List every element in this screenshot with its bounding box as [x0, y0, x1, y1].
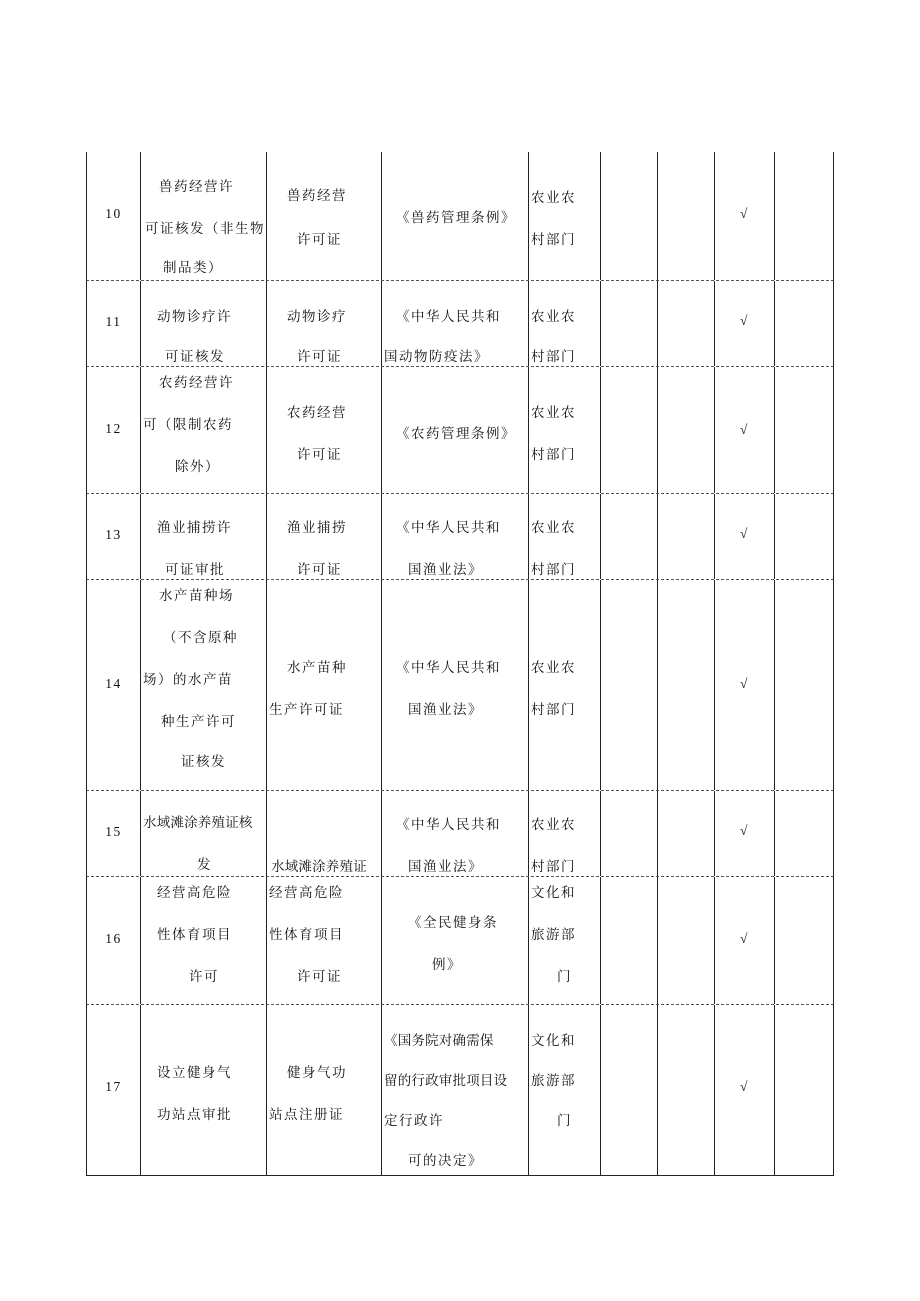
empty-cell [600, 791, 657, 876]
table-row [86, 1004, 834, 1176]
check-mark: √ [740, 1079, 749, 1094]
row-number: 17 [105, 1079, 122, 1094]
department-line: 农业农 [531, 817, 576, 833]
empty-cell [657, 791, 714, 876]
department-line: 农业农 [531, 309, 576, 325]
check-mark: √ [740, 422, 749, 437]
table-row [86, 280, 834, 366]
empty-cell [600, 152, 657, 280]
item-name-cell [140, 791, 266, 876]
item-name-cell [140, 367, 266, 493]
item-name-line: 制品类） [163, 260, 223, 276]
empty-cell [657, 367, 714, 493]
legal-basis-line: 国渔业法》 [408, 562, 483, 578]
certificate-line: 经营高危险 [269, 885, 344, 901]
certificate-line: 许可证 [297, 349, 342, 365]
legal-basis-line: 《全民健身条 [408, 915, 498, 931]
row-number-cell [87, 152, 140, 280]
row-number: 10 [105, 206, 122, 221]
department-cell [528, 580, 600, 790]
legal-basis-cell [381, 152, 528, 280]
row-number-cell [87, 877, 140, 1004]
empty-cell [774, 1005, 835, 1175]
empty-cell [600, 281, 657, 366]
item-name-cell [140, 580, 266, 790]
check-mark: √ [740, 206, 749, 221]
item-name-line: 可证核发 [165, 349, 225, 365]
empty-cell [657, 494, 714, 579]
department-line: 农业农 [531, 660, 576, 676]
certificate-cell [266, 152, 381, 280]
table-row [86, 790, 834, 876]
item-name-cell [140, 152, 266, 280]
empty-cell [600, 1005, 657, 1175]
item-name-cell [140, 494, 266, 579]
empty-cell [657, 877, 714, 1004]
item-name-line: 功站点审批 [157, 1107, 232, 1123]
table-row [86, 366, 834, 493]
empty-cell [657, 580, 714, 790]
certificate-cell [266, 580, 381, 790]
legal-basis-line: 《中华人民共和 [396, 817, 501, 833]
legal-basis-line: 《中华人民共和 [396, 660, 501, 676]
empty-cell [600, 580, 657, 790]
department-line: 村部门 [531, 232, 576, 248]
applicability-cell [714, 877, 774, 1004]
row-number-cell [87, 580, 140, 790]
empty-cell [657, 152, 714, 280]
item-name-line: 动物诊疗许 [157, 309, 232, 325]
item-name-cell [140, 281, 266, 366]
legal-basis-line: 国渔业法》 [408, 859, 483, 875]
item-name-line: 除外） [175, 459, 220, 475]
item-name-line: 证核发 [181, 754, 226, 770]
legal-basis-cell [381, 877, 528, 1004]
department-cell [528, 877, 600, 1004]
department-line: 门 [557, 1113, 572, 1129]
legal-basis-line: 例》 [432, 957, 462, 973]
empty-cell [774, 152, 835, 280]
legal-basis-line: 《中华人民共和 [396, 520, 501, 536]
row-number: 13 [105, 527, 122, 542]
applicability-cell [714, 152, 774, 280]
row-number: 11 [105, 314, 122, 329]
row-number-cell [87, 367, 140, 493]
applicability-cell [714, 1005, 774, 1175]
applicability-cell [714, 367, 774, 493]
certificate-cell [266, 367, 381, 493]
certificate-line: 水域滩涂养殖证 [271, 859, 367, 875]
department-line: 门 [557, 969, 572, 985]
certificate-line: 许可证 [297, 447, 342, 463]
department-cell [528, 1005, 600, 1175]
item-name-line: 兽药经营许 [159, 179, 234, 195]
legal-basis-line: 国动物防疫法》 [384, 349, 489, 365]
item-name-line: 种生产许可 [161, 714, 236, 730]
department-line: 文化和 [531, 1033, 576, 1049]
check-mark: √ [740, 823, 749, 838]
empty-cell [774, 580, 835, 790]
certificate-cell [266, 1005, 381, 1175]
permit-table [86, 152, 834, 1176]
empty-cell [774, 494, 835, 579]
department-line: 农业农 [531, 520, 576, 536]
certificate-line: 渔业捕捞 [287, 520, 347, 536]
row-number: 14 [105, 676, 122, 691]
department-cell [528, 152, 600, 280]
item-name-line: 水产苗种场 [159, 588, 234, 604]
legal-basis-line: 《中华人民共和 [396, 309, 501, 325]
empty-cell [657, 281, 714, 366]
certificate-cell [266, 281, 381, 366]
check-mark: √ [740, 931, 749, 946]
applicability-cell [714, 580, 774, 790]
legal-basis-cell [381, 494, 528, 579]
certificate-line: 水产苗种 [287, 660, 347, 676]
certificate-line: 健身气功 [287, 1065, 347, 1081]
table-row [86, 493, 834, 579]
empty-cell [600, 494, 657, 579]
department-line: 村部门 [531, 447, 576, 463]
certificate-line: 性体育项目 [269, 927, 344, 943]
certificate-line: 站点注册证 [269, 1107, 344, 1123]
legal-basis-line: 《兽药管理条例》 [396, 210, 516, 226]
department-line: 文化和 [531, 885, 576, 901]
item-name-line: 发 [197, 857, 212, 873]
legal-basis-cell [381, 367, 528, 493]
department-cell [528, 281, 600, 366]
department-cell [528, 367, 600, 493]
row-number: 15 [105, 824, 122, 839]
check-mark: √ [740, 526, 749, 541]
item-name-line: 可证审批 [165, 562, 225, 578]
legal-basis-line: 定行政许 [384, 1113, 444, 1129]
row-number: 16 [105, 931, 122, 946]
check-mark: √ [740, 313, 749, 328]
applicability-cell [714, 494, 774, 579]
legal-basis-line: 《国务院对确需保 [384, 1033, 494, 1049]
legal-basis-line: 留的行政审批项目设 [384, 1073, 508, 1089]
item-name-line: 渔业捕捞许 [157, 520, 232, 536]
certificate-line: 农药经营 [287, 405, 347, 421]
certificate-line: 许可证 [297, 562, 342, 578]
item-name-line: 农药经营许 [159, 375, 234, 391]
row-number-cell [87, 494, 140, 579]
legal-basis-line: 可的决定》 [408, 1153, 483, 1169]
certificate-line: 生产许可证 [269, 702, 344, 718]
department-line: 农业农 [531, 405, 576, 421]
department-line: 村部门 [531, 702, 576, 718]
certificate-cell [266, 877, 381, 1004]
item-name-line: 许可 [189, 969, 219, 985]
certificate-cell [266, 791, 381, 876]
item-name-line: 水域滩涂养殖证核 [143, 815, 253, 831]
item-name-line: 设立健身气 [157, 1065, 232, 1081]
department-line: 村部门 [531, 859, 576, 875]
row-number-cell [87, 281, 140, 366]
item-name-line: 可证核发（非生物 [145, 221, 265, 237]
row-number-cell [87, 1005, 140, 1175]
table-row [86, 152, 834, 280]
department-cell [528, 494, 600, 579]
department-line: 农业农 [531, 190, 576, 206]
department-cell [528, 791, 600, 876]
item-name-cell [140, 877, 266, 1004]
row-number-cell [87, 791, 140, 876]
applicability-cell [714, 791, 774, 876]
empty-cell [600, 877, 657, 1004]
item-name-cell [140, 1005, 266, 1175]
department-line: 村部门 [531, 349, 576, 365]
legal-basis-cell [381, 1005, 528, 1175]
legal-basis-line: 《农药管理条例》 [396, 426, 516, 442]
table-row [86, 579, 834, 790]
item-name-line: 可（限制农药 [143, 417, 233, 433]
certificate-line: 许可证 [297, 969, 342, 985]
legal-basis-cell [381, 580, 528, 790]
check-mark: √ [740, 676, 749, 691]
department-line: 旅游部 [531, 927, 576, 943]
department-line: 旅游部 [531, 1073, 576, 1089]
row-number: 12 [105, 421, 122, 436]
certificate-line: 许可证 [297, 232, 342, 248]
applicability-cell [714, 281, 774, 366]
item-name-line: 场）的水产苗 [143, 672, 233, 688]
table-row [86, 876, 834, 1004]
certificate-line: 动物诊疗 [287, 309, 347, 325]
empty-cell [774, 281, 835, 366]
empty-cell [600, 367, 657, 493]
legal-basis-cell [381, 281, 528, 366]
item-name-line: 性体育项目 [157, 927, 232, 943]
empty-cell [774, 367, 835, 493]
legal-basis-cell [381, 791, 528, 876]
legal-basis-line: 国渔业法》 [408, 702, 483, 718]
empty-cell [774, 877, 835, 1004]
department-line: 村部门 [531, 562, 576, 578]
certificate-cell [266, 494, 381, 579]
item-name-line: （不含原种 [163, 630, 238, 646]
empty-cell [774, 791, 835, 876]
item-name-line: 经营高危险 [157, 885, 232, 901]
certificate-line: 兽药经营 [287, 188, 347, 204]
empty-cell [657, 1005, 714, 1175]
